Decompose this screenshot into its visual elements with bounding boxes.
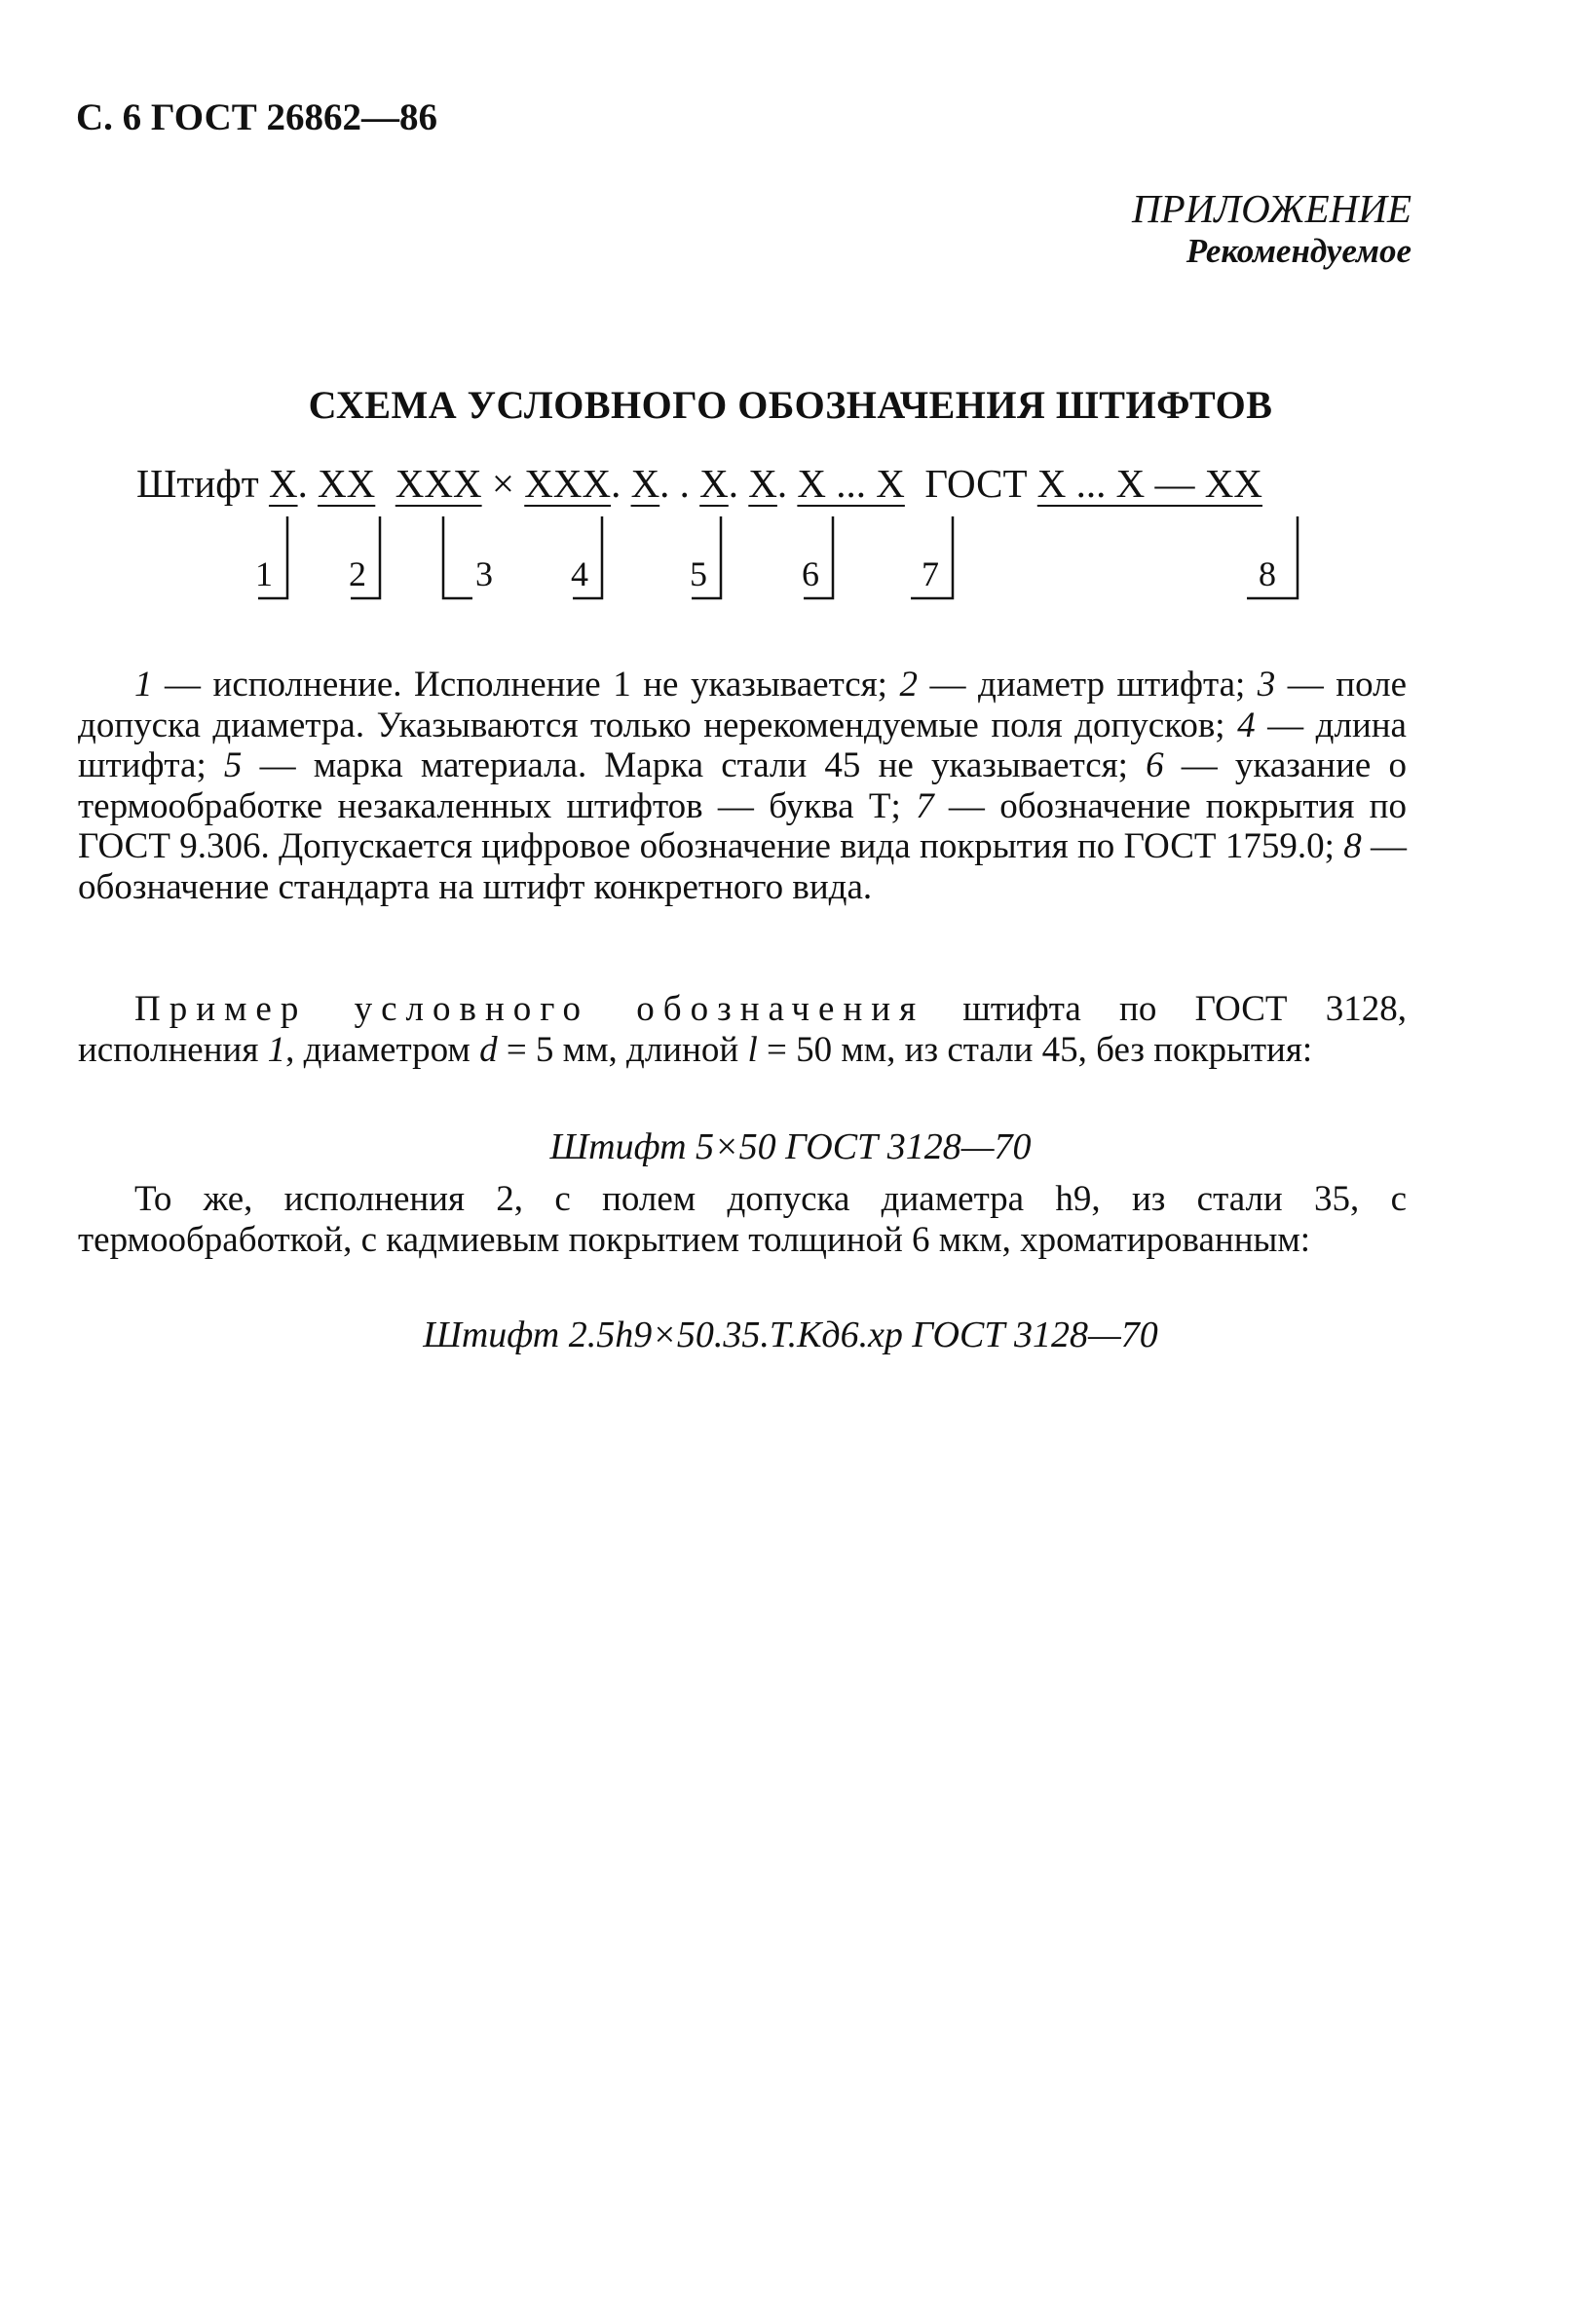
example-text-2: , диаметром xyxy=(285,1029,480,1070)
section-title: СХЕМА УСЛОВНОГО ОБОЗНАЧЕНИЯ ШТИФТОВ xyxy=(308,383,1273,427)
example-designation-1: Штифт 5×50 ГОСТ 3128—70 xyxy=(549,1126,1032,1167)
scheme-field-5: X xyxy=(630,461,660,506)
legend-paragraph xyxy=(78,665,1407,907)
scheme-number-1: 1 xyxy=(255,554,273,593)
scheme-dot-3: . . xyxy=(659,461,690,506)
scheme-field-4: XXX xyxy=(524,461,612,506)
example-italic-1: 1 xyxy=(267,1029,286,1070)
scheme-prefix: Штифт xyxy=(136,461,259,506)
scheme-field-7: X xyxy=(748,461,777,506)
example-text-4: = 50 мм, из стали 45, без покрытия: xyxy=(757,1029,1313,1070)
scheme-dot-5: . xyxy=(776,461,788,506)
legend-text-2: — диаметр штифта; xyxy=(917,665,1258,705)
example-text-1: штифта по ГОСТ 3128, исполнения xyxy=(78,989,1408,1070)
scheme-number-5: 5 xyxy=(690,554,707,593)
scheme-dot-1: . xyxy=(297,461,308,506)
leader-3 xyxy=(443,516,472,598)
legend-num-4: 4 xyxy=(1237,705,1256,745)
legend-text-7: — обозначение покрытия по ГОСТ 9.306. Допускается цифровое обозначение вида покрытия по ГОСТ 1759.0; xyxy=(78,785,1407,866)
legend-text-6: — указание о термообработке незакаленных штифтов — буква Т; xyxy=(78,745,1407,826)
example-lead: Пример условного обозначения xyxy=(134,989,925,1029)
scheme-leader-lines xyxy=(136,460,1422,616)
designation-scheme xyxy=(136,460,1422,616)
scheme-number-2: 2 xyxy=(349,554,366,593)
scheme-number-3: 3 xyxy=(475,554,493,593)
legend-num-7: 7 xyxy=(916,785,934,826)
scheme-number-7: 7 xyxy=(922,554,939,593)
legend-num-5: 5 xyxy=(223,745,243,785)
page-header: С. 6 ГОСТ 26862—86 xyxy=(76,96,437,138)
scheme-field-9: X ... X — XX xyxy=(1036,461,1262,506)
legend-text-3: — поле допуска диаметра. Указываются только нерекомендуемые поля допусков; xyxy=(78,665,1408,745)
scheme-number-8: 8 xyxy=(1259,554,1276,593)
example-italic-l: l xyxy=(747,1029,758,1070)
legend-num-2: 2 xyxy=(899,665,918,705)
legend-num-3: 3 xyxy=(1257,665,1276,705)
scheme-number-4: 4 xyxy=(571,554,588,593)
scheme-number-6: 6 xyxy=(802,554,819,593)
legend-text-4: — длина штифта; xyxy=(78,705,1407,785)
example-designation-2: Штифт 2.5h9×50.35.Т.Кд6.хр ГОСТ 3128—70 xyxy=(423,1314,1158,1355)
example-text-3: = 5 мм, длиной xyxy=(497,1029,748,1070)
legend-text-8: — обозначение стандарта на штифт конкретного вида. xyxy=(78,826,1408,907)
scheme-field-8: X ... X xyxy=(797,461,905,506)
scheme-times: × xyxy=(491,461,514,506)
legend-text-1: — исполнение. Исполнение 1 не указывается; xyxy=(152,665,900,705)
annex-title: ПРИЛОЖЕНИЕ xyxy=(1132,186,1412,231)
legend-num-6: 6 xyxy=(1146,745,1164,785)
scheme-field-2: XX xyxy=(318,461,376,506)
scheme-dot-4: . xyxy=(728,461,739,506)
scheme-gost: ГОСТ xyxy=(924,461,1028,506)
legend-num-1: 1 xyxy=(134,665,153,705)
annex-status: Рекомендуемое xyxy=(1186,232,1412,270)
example-paragraph xyxy=(78,989,1407,1070)
scheme-dot-2: . xyxy=(611,461,621,506)
example-italic-d: d xyxy=(479,1029,498,1070)
scheme-field-6: X xyxy=(699,461,729,506)
example-2-paragraph: То же, исполнения 2, с полем допуска диаметра h9, из стали 35, с термообработкой, с кадмиевым покрытием толщиной 6 мкм, хроматированным: xyxy=(78,1179,1407,1260)
scheme-field-3: XXX xyxy=(395,461,482,506)
legend-text-5: — марка материала. Марка стали 45 не указывается; xyxy=(242,745,1147,785)
legend-num-8: 8 xyxy=(1343,826,1362,866)
scheme-field-1: X xyxy=(268,461,298,506)
